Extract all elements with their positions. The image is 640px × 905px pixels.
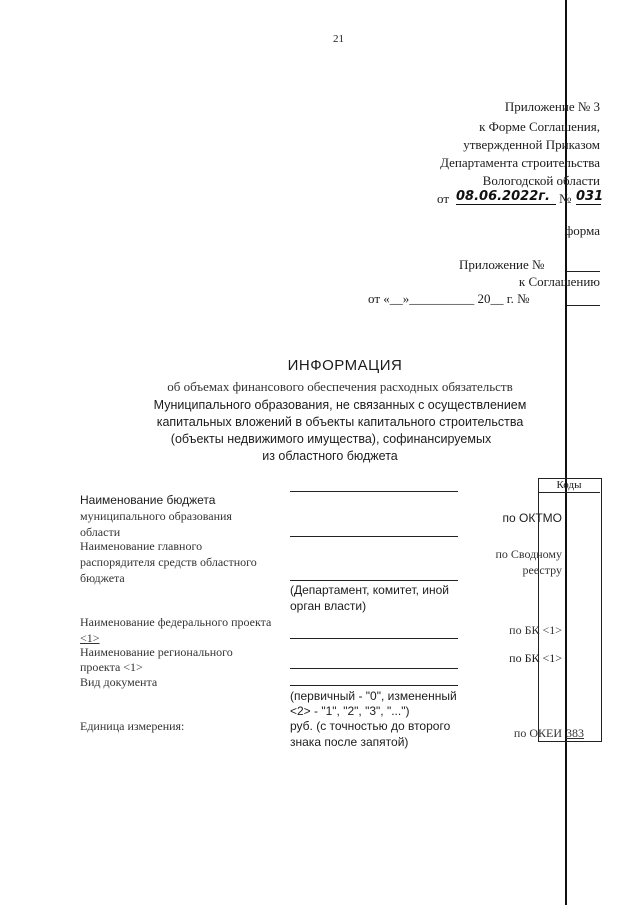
title-line-5: из областного бюджета — [262, 449, 398, 463]
date-prefix: от — [437, 191, 450, 206]
doc-type-note-2: <2> - "1", "2", "3", "...") — [290, 704, 410, 718]
unit-label: Единица измерения: — [80, 719, 185, 733]
title-line-2: Муниципального образования, не связанных с осуществлением — [153, 398, 527, 412]
regional-project-blank — [290, 668, 458, 669]
appendix-line-3: утвержденной Приказом — [463, 137, 600, 152]
handwritten-date: 08.06.2022г. — [456, 189, 556, 205]
manager-blank — [290, 580, 458, 581]
bk-label-2: по БК <1> — [509, 651, 562, 665]
bk-label-1: по БК <1> — [509, 623, 562, 637]
form-label: форма — [564, 223, 600, 238]
federal-project-label-2: <1> — [80, 631, 100, 645]
doc-type-label: Вид документа — [80, 675, 158, 689]
manager-label-2: распорядителя средств областного — [80, 555, 257, 569]
federal-project-blank — [290, 638, 458, 639]
budget-name-label-3: области — [80, 525, 121, 539]
budget-name-label-2: муниципального образования — [80, 509, 232, 523]
appendix-line-4: Департамента строительства — [440, 155, 600, 170]
title-line-1: об объемах финансового обеспечения расходных обязательств — [167, 379, 513, 394]
summary-registry-label-1: по Сводному — [495, 547, 562, 561]
page-number: 21 — [333, 33, 344, 45]
manager-label-1: Наименование главного — [80, 539, 203, 553]
budget-name-label-1: Наименование бюджета — [80, 493, 216, 507]
budget-name-blank — [290, 491, 458, 492]
appendix-line-2: к Форме Соглашения, — [479, 119, 600, 134]
agreement-number-blank — [567, 305, 600, 306]
manager-label-3: бюджета — [80, 571, 125, 585]
okei-label: по ОКЕИ — [513, 726, 562, 740]
okei-code: 383 — [566, 726, 584, 740]
title-line-4: (объекты недвижимого имущества), софинансируемых — [170, 432, 492, 446]
document-title: ИНФОРМАЦИЯ — [287, 357, 403, 374]
doc-type-blank — [290, 685, 458, 686]
oktmo-label: по ОКТМО — [502, 511, 562, 525]
budget-name-blank-2 — [290, 536, 458, 537]
title-line-3: капитальных вложений в объекты капитального строительства — [156, 415, 524, 429]
agreement-appendix-line-3: от «__»__________ 20__ г. № — [368, 291, 530, 306]
agreement-appendix-line-2: к Соглашению — [518, 274, 600, 289]
appendix-line-5: Вологодской области — [482, 173, 600, 188]
handwritten-number: 031 — [576, 189, 604, 204]
codes-header: Коды — [556, 479, 582, 491]
unit-value-1: руб. (с точностью до второго — [290, 719, 451, 733]
unit-value-2: знака после запятой) — [290, 735, 409, 749]
agreement-appendix-line-1: Приложение № — [459, 257, 545, 272]
doc-type-note-1: (первичный - "0", измененный — [290, 689, 457, 703]
federal-project-label-1: Наименование федерального проекта — [80, 615, 272, 629]
regional-project-label-1: Наименование регионального — [80, 645, 233, 659]
codes-header-divider — [538, 492, 600, 493]
regional-project-label-2: проекта <1> — [80, 660, 143, 674]
manager-note-2: орган власти) — [290, 599, 367, 613]
number-sign: № — [559, 191, 572, 206]
agreement-appendix-number-blank — [567, 271, 600, 272]
appendix-line-1: Приложение № 3 — [504, 99, 600, 114]
summary-registry-label-2: реестру — [522, 563, 562, 577]
manager-note-1: (Департамент, комитет, иной — [290, 583, 449, 597]
